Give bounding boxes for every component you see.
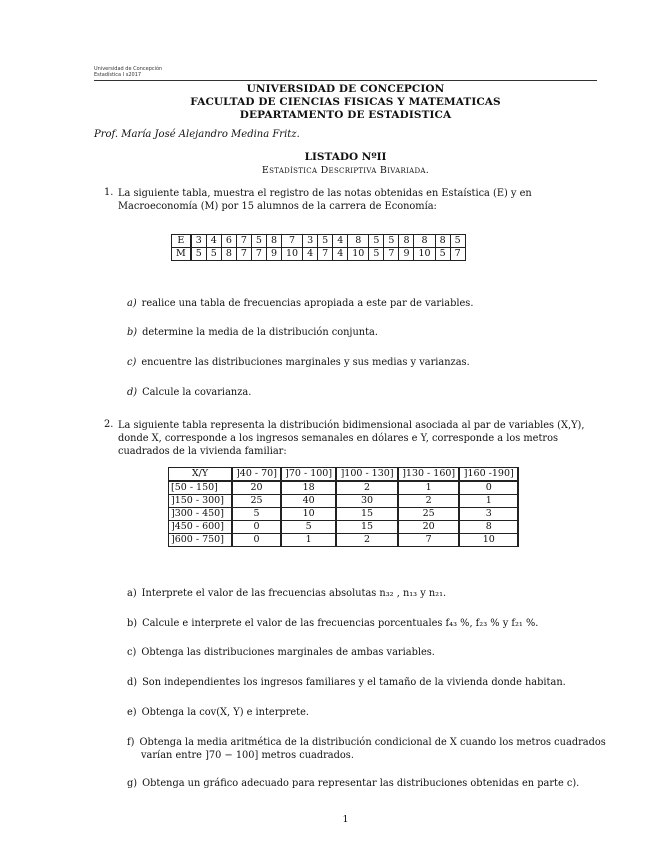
table-cell: 5 <box>281 521 336 534</box>
item-label: g) <box>127 778 138 789</box>
grades-cell: 4 <box>333 248 348 261</box>
question-2-item <box>127 587 611 600</box>
question-2-item <box>127 706 611 719</box>
row-label: [50 - 150] <box>169 481 233 495</box>
grades-cell: 9 <box>399 248 414 261</box>
item-label: a) <box>127 588 137 599</box>
table-cell: 10 <box>281 508 336 521</box>
item-text: Obtenga la media aritmética de la distribución condicional de X cuando los metros cuadrados varían entre ]70 − 100] metros cuadrados. <box>139 737 606 761</box>
grades-cell: 3 <box>303 235 318 248</box>
grades-cell: 5 <box>191 248 207 261</box>
row-label: ]600 - 750] <box>169 534 233 547</box>
table-cell: 8 <box>459 521 518 534</box>
table-header-row <box>169 468 519 482</box>
grades-cell: 10 <box>348 248 369 261</box>
grades-row-label: M <box>172 248 191 261</box>
item-text: Obtenga las distribuciones marginales de ambas variables. <box>141 647 435 658</box>
grades-cell: 5 <box>206 248 221 261</box>
row-label: ]450 - 600] <box>169 521 233 534</box>
table-cell: 30 <box>336 495 398 508</box>
question-1-number: 1. <box>104 187 114 198</box>
grades-cell: 5 <box>369 235 384 248</box>
item-text: Son independientes los ingresos familiares y el tamaño de la vivienda donde habitan. <box>142 677 566 688</box>
column-header: ]130 - 160] <box>398 468 460 482</box>
table-cell: 25 <box>232 495 281 508</box>
row-label: ]150 - 300] <box>169 495 233 508</box>
grades-cell: 8 <box>399 235 414 248</box>
table-row <box>169 495 519 508</box>
question-2-item <box>127 777 611 790</box>
item-text: Obtenga la cov(X, Y) e interprete. <box>141 707 310 718</box>
grades-cell: 7 <box>318 248 333 261</box>
bivariate-table <box>168 467 519 547</box>
table-cell: 1 <box>281 534 336 547</box>
column-header: ]100 - 130] <box>336 468 398 482</box>
grades-cell: 4 <box>206 235 221 248</box>
question-1-item <box>127 297 473 310</box>
item-text: Calcule la covarianza. <box>142 387 252 398</box>
question-2-text: La siguiente tabla representa la distribución bidimensional asociada al par de variables (X,Y), donde X, corresponde a los ingresos semanales en dólares e Y, corresponde a los metros cuadrados de la vivienda familiar: <box>118 420 585 457</box>
question-2-number: 2. <box>104 419 114 430</box>
table-cell: 25 <box>398 508 460 521</box>
header-course: Estadística I s2017 <box>94 72 142 78</box>
grades-cell: 5 <box>450 235 465 248</box>
table-cell: 10 <box>459 534 518 547</box>
table-row <box>169 481 519 495</box>
question-2-item <box>127 646 611 659</box>
title-university: UNIVERSIDAD DE CONCEPCION <box>246 83 445 95</box>
grades-cell: 7 <box>251 248 266 261</box>
table-cell: 0 <box>232 521 281 534</box>
grades-cell: 3 <box>191 235 207 248</box>
table-cell: 18 <box>281 481 336 495</box>
question-1-item <box>127 326 378 339</box>
item-label: f) <box>127 737 135 748</box>
table-cell: 20 <box>398 521 460 534</box>
grades-cell: 10 <box>414 248 435 261</box>
title-faculty: FACULTAD DE CIENCIAS FISICAS Y MATEMATICAS <box>190 96 501 108</box>
header-rule <box>94 80 597 81</box>
grades-row <box>172 248 466 261</box>
table-cell: 15 <box>336 508 398 521</box>
table-row <box>169 508 519 521</box>
question-2-item <box>127 676 611 689</box>
grades-cell: 7 <box>282 235 303 248</box>
item-text: Interprete el valor de las frecuencias absolutas n₃₂ , n₁₃ y n₂₁. <box>141 588 447 599</box>
grades-cell: 10 <box>282 248 303 261</box>
grades-cell: 4 <box>333 235 348 248</box>
grades-cell: 6 <box>221 235 236 248</box>
page-number: 1 <box>342 814 349 825</box>
grades-cell: 7 <box>384 248 399 261</box>
table-row <box>169 534 519 547</box>
grades-row-label: E <box>172 235 191 248</box>
grades-cell: 5 <box>251 235 266 248</box>
item-text: encuentre las distribuciones marginales y sus medias y varianzas. <box>141 357 470 368</box>
header-university: Universidad de Concepción <box>94 66 163 72</box>
page-subtitle: Estadística Descriptiva Bivariada. <box>261 165 430 176</box>
column-header: ]160 -190] <box>459 468 518 482</box>
row-label: ]300 - 450] <box>169 508 233 521</box>
grades-cell: 9 <box>266 248 281 261</box>
table-cell: 2 <box>336 534 398 547</box>
question-2-item <box>127 617 611 630</box>
table-cell: 0 <box>459 481 518 495</box>
table-cell: 1 <box>398 481 460 495</box>
table-cell: 0 <box>232 534 281 547</box>
column-header: ]40 - 70] <box>232 468 281 482</box>
item-label: d) <box>127 677 138 688</box>
grades-cell: 5 <box>435 248 450 261</box>
item-text: realice una tabla de frecuencias apropiada a este par de variables. <box>141 298 474 309</box>
table-cell: 1 <box>459 495 518 508</box>
page-title: LISTADO NºII <box>304 151 387 163</box>
grades-cell: 5 <box>369 248 384 261</box>
table-cell: 3 <box>459 508 518 521</box>
grades-cell: 7 <box>450 248 465 261</box>
table-cell: 5 <box>232 508 281 521</box>
item-label: b) <box>127 327 138 338</box>
table-cell: 2 <box>398 495 460 508</box>
item-label: c) <box>127 647 137 658</box>
item-text: determine la media de la distribución conjunta. <box>142 327 378 338</box>
question-1-item <box>127 386 251 399</box>
grades-cell: 7 <box>236 235 251 248</box>
title-department: DEPARTAMENTO DE ESTADISTICA <box>239 109 452 121</box>
grades-cell: 4 <box>303 248 318 261</box>
grades-row <box>172 235 466 248</box>
item-label: e) <box>127 707 137 718</box>
grades-cell: 8 <box>414 235 435 248</box>
question-1-text: La siguiente tabla, muestra el registro de las notas obtenidas en Estaística (E) y en Macroeconomía (M) por 15 alumnos de la carrera de Economía: <box>118 188 532 212</box>
grades-cell: 8 <box>266 235 281 248</box>
table-cell: 2 <box>336 481 398 495</box>
item-text: Calcule e interprete el valor de las frecuencias porcentuales f₄₃ %, f₂₃ % y f₂₁ %. <box>142 618 539 629</box>
professor-name: Prof. María José Alejandro Medina Fritz. <box>94 129 300 140</box>
column-header: ]70 - 100] <box>281 468 336 482</box>
table-cell: 20 <box>232 481 281 495</box>
item-text: Obtenga un gráfico adecuado para representar las distribuciones obtenidas en parte c). <box>142 778 580 789</box>
grades-table <box>171 234 466 261</box>
running-header <box>94 66 162 78</box>
table-row <box>169 521 519 534</box>
grades-cell: 5 <box>318 235 333 248</box>
question-1-item <box>127 356 470 369</box>
grades-cell: 7 <box>236 248 251 261</box>
table-cell: 7 <box>398 534 460 547</box>
grades-cell: 8 <box>221 248 236 261</box>
item-label: d) <box>127 387 138 398</box>
item-label: a) <box>127 298 137 309</box>
table-cell: 15 <box>336 521 398 534</box>
item-label: b) <box>127 618 138 629</box>
question-2-item <box>127 736 611 762</box>
grades-cell: 8 <box>348 235 369 248</box>
grades-cell: 8 <box>435 235 450 248</box>
table-cell: 40 <box>281 495 336 508</box>
table-corner: X/Y <box>169 468 233 482</box>
item-label: c) <box>127 357 137 368</box>
grades-cell: 5 <box>384 235 399 248</box>
